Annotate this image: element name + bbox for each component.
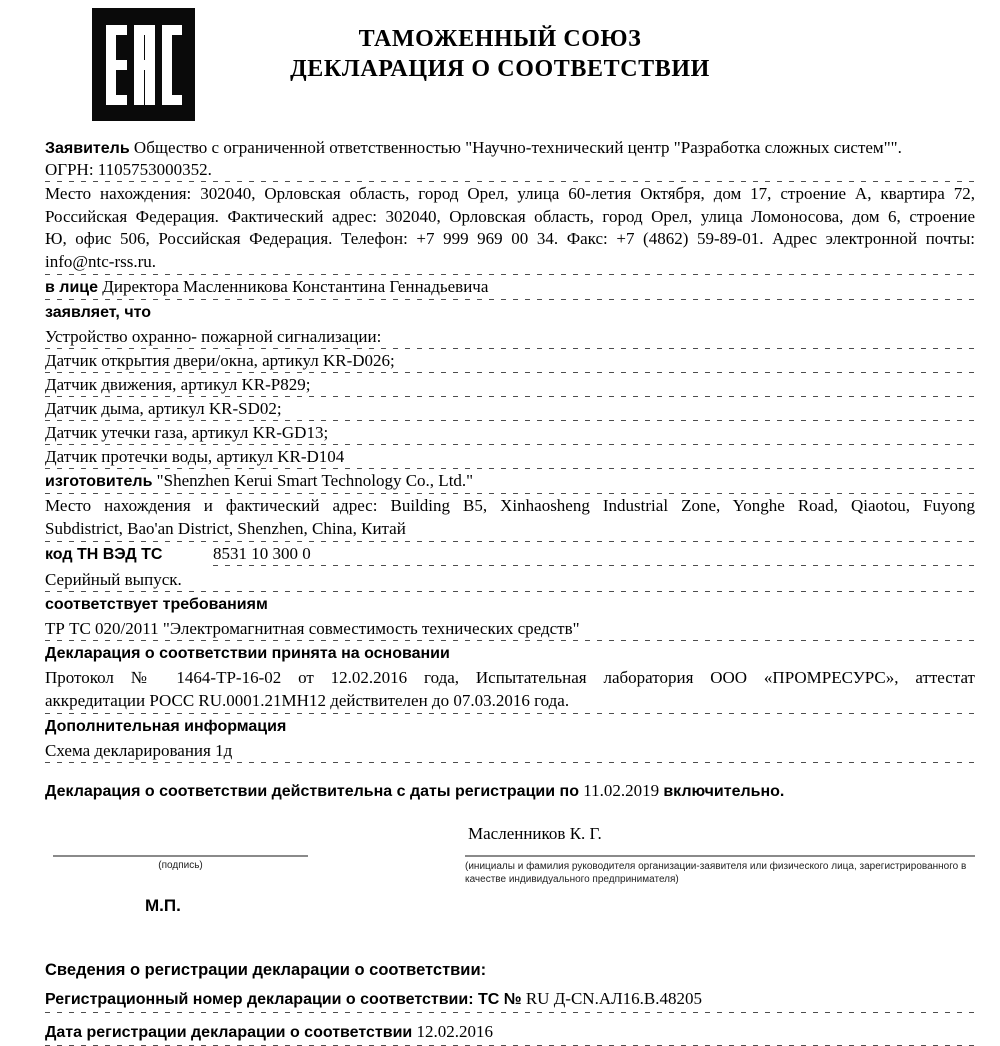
registration-number-row — [45, 989, 975, 1013]
address-line: Место нахождения: 302040, Орловская область, город Орел, улица 60-летия Октября, дом 17, строение А, квартира 72, — [45, 184, 975, 203]
product-row: Датчик протечки воды, артикул KR-D104 — [45, 445, 975, 469]
registration-heading: Сведения о регистрации декларации о соответствии: — [45, 961, 487, 979]
product-row: Датчик утечки газа, артикул KR-GD13; — [45, 421, 975, 445]
validity-row — [45, 779, 975, 804]
basis-label: Декларация о соответствии принята на основании — [45, 645, 450, 662]
in-person-label: в лице — [45, 279, 99, 296]
signatory-name: Масленников К. Г. — [468, 824, 602, 843]
tnved-label: код ТН ВЭД ТС — [45, 546, 163, 563]
signatory-name-line — [465, 855, 975, 857]
stamp-mp: М.П. — [145, 896, 181, 915]
address-line: info@ntc-rss.ru. — [45, 251, 157, 271]
applicant-text: Общество с ограниченной ответственностью "Научно-технический центр "Разработка сложных систем"". — [133, 138, 902, 157]
additional-label-row — [45, 714, 975, 739]
tnved-row — [45, 542, 975, 568]
declares-row — [45, 300, 975, 325]
manufacturer-address — [45, 494, 975, 542]
manufacturer-address-line: Subdistrict, Bao'an District, Shenzhen, China, Китай — [45, 518, 406, 538]
in-person-row — [45, 275, 975, 300]
additional-label: Дополнительная информация — [45, 718, 287, 735]
ogrn-line: ОГРН: 1105753000352. — [45, 160, 212, 179]
document-body — [45, 136, 975, 1046]
tnved-value: 8531 10 300 0 — [213, 543, 975, 566]
signature-line — [53, 855, 308, 857]
title-line-1: ТАМОЖЕННЫЙ СОЮЗ — [358, 26, 642, 52]
basis-label-row — [45, 641, 975, 666]
applicant-line — [45, 137, 975, 159]
address-line: Ю, офис 506, Российская Федерация. Телефон: +7 999 969 00 34. Факс: +7 (4862) 59-89-01. Адрес электронной почты: — [45, 229, 975, 248]
basis-line: аккредитации РОСС RU.0001.21МН12 действителен до 07.03.2016 года. — [45, 690, 570, 710]
validity-prefix: Декларация о соответствии действительна с даты регистрации по — [45, 783, 579, 800]
product-row: Датчик движения, артикул KR-P829; — [45, 373, 975, 397]
applicant-label: Заявитель — [45, 140, 130, 157]
manufacturer-text: "Shenzhen Kerui Smart Technology Co., Ltd." — [156, 471, 474, 490]
manufacturer-label: изготовитель — [45, 473, 153, 490]
signature-caption: (подпись) — [158, 860, 203, 871]
complies-label: соответствует требованиям — [45, 596, 268, 613]
basis-line: Протокол № 1464-ТР-16-02 от 12.02.2016 года, Испытательная лаборатория ООО «ПРОМРЕСУРС», аттестат — [45, 668, 975, 687]
applicant-address — [45, 182, 975, 275]
signatory-caption: (инициалы и фамилия руководителя организации-заявителя или физического лица, зарегистрированного в качестве индивидуального предпринимателя) — [465, 861, 967, 885]
declares-label: заявляет, что — [45, 304, 151, 321]
address-line: Российская Федерация. Фактический адрес: 302040, Орловская область, город Орел, улица Ломоносова, дом 6, строение — [45, 206, 975, 226]
document-title — [0, 24, 1000, 84]
registration-date-label: Дата регистрации декларации о соответствии — [45, 1024, 413, 1041]
complies-label-row — [45, 592, 975, 617]
complies-text-row: ТР ТС 020/2011 "Электромагнитная совместимость технических средств" — [45, 617, 975, 641]
in-person-text: Директора Масленникова Константина Геннадьевича — [102, 277, 489, 296]
basis-text-row — [45, 666, 975, 714]
serial-row: Серийный выпуск. — [45, 568, 975, 592]
product-row: Датчик открытия двери/окна, артикул KR-D026; — [45, 349, 975, 373]
registration-number-label: Регистрационный номер декларации о соответствии: ТС № — [45, 991, 522, 1008]
product-row: Устройство охранно- пожарной сигнализации: — [45, 325, 975, 349]
document-header — [0, 0, 1000, 128]
title-line-2: ДЕКЛАРАЦИЯ О СООТВЕТСТВИИ — [290, 56, 710, 82]
applicant-block — [45, 136, 975, 182]
registration-date-value: 12.02.2016 — [416, 1022, 493, 1041]
registration-date-row — [45, 1022, 975, 1046]
product-row: Датчик дыма, артикул KR-SD02; — [45, 397, 975, 421]
registration-number-value: RU Д-CN.АЛ16.В.48205 — [525, 989, 702, 1008]
manufacturer-row — [45, 469, 975, 494]
validity-date: 11.02.2019 — [583, 781, 660, 800]
manufacturer-address-line: Место нахождения и фактический адрес: Building B5, Xinhaosheng Industrial Zone, Yonghe Road, Qiaotou, Fuyong — [45, 496, 975, 515]
additional-text-row: Схема декларирования 1д — [45, 739, 975, 763]
signature-block — [45, 818, 975, 932]
validity-suffix: включительно. — [663, 783, 785, 800]
